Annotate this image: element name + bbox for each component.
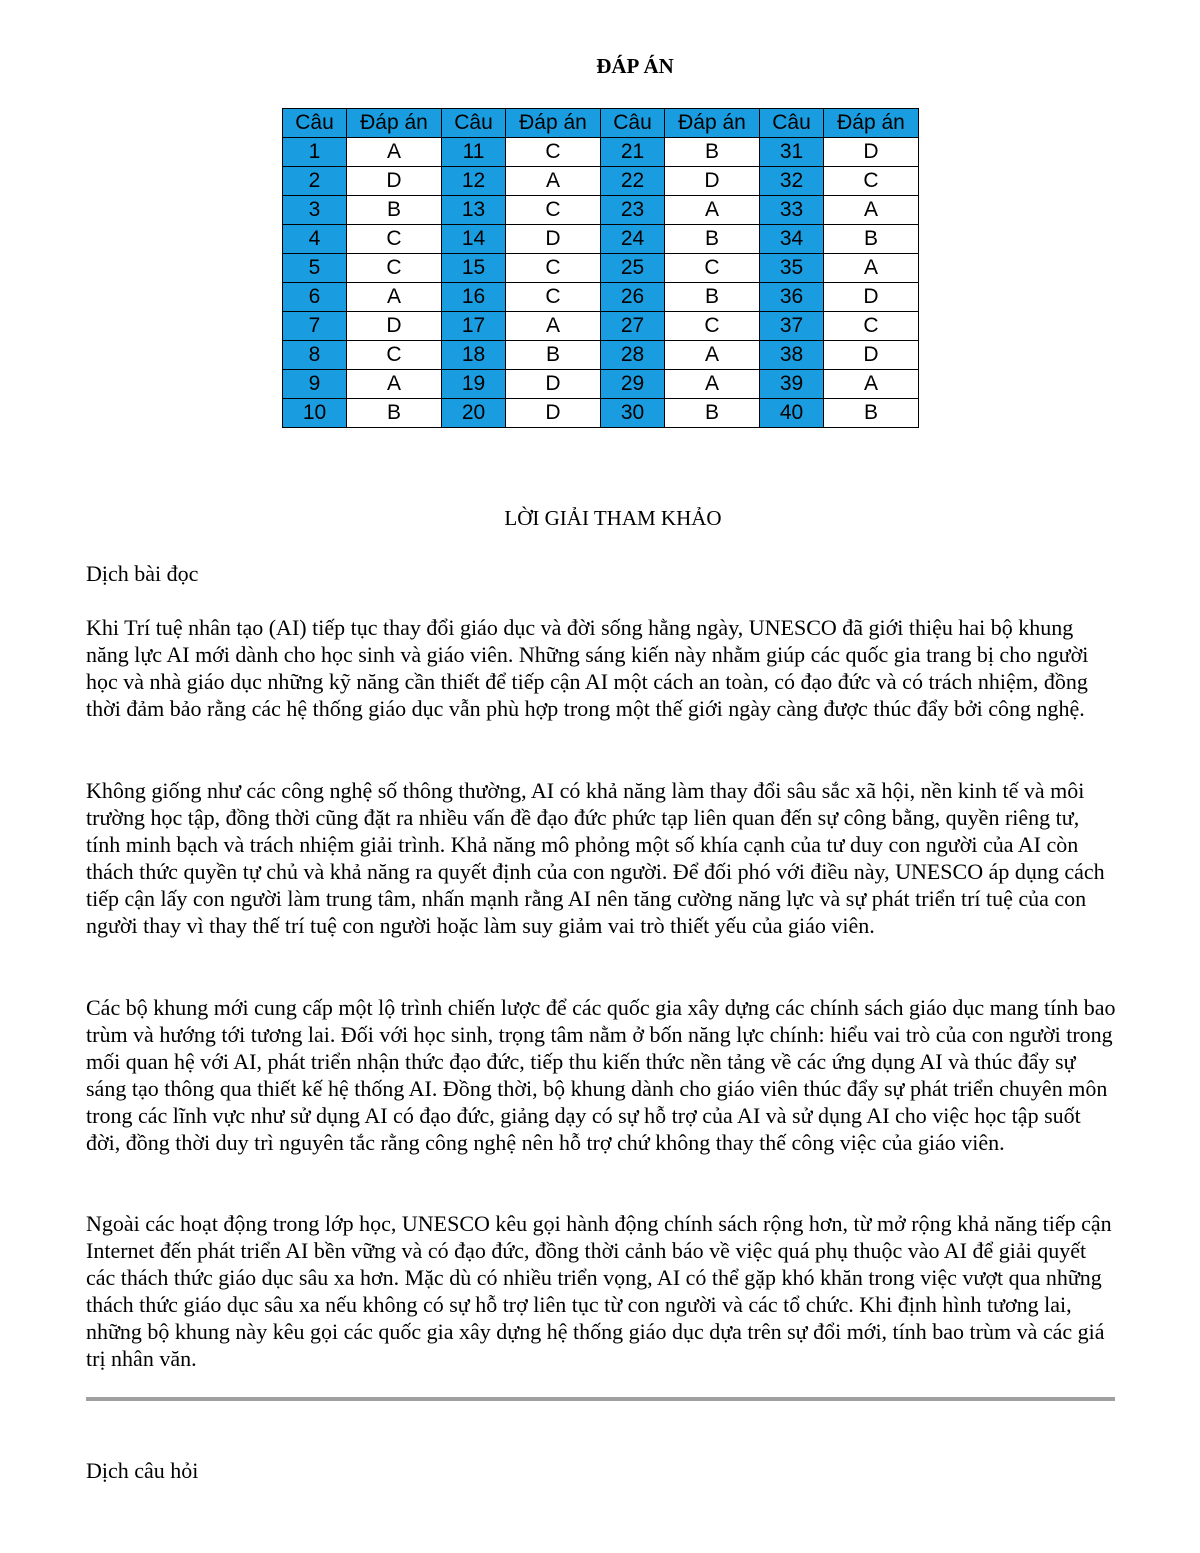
- answer-cell: A: [506, 167, 601, 196]
- answer-cell: B: [665, 225, 760, 254]
- answer-cell: D: [665, 167, 760, 196]
- question-number-cell: 21: [601, 138, 665, 167]
- question-number-cell: 30: [601, 399, 665, 428]
- answer-table-body: [283, 138, 919, 428]
- question-number-cell: 19: [442, 370, 506, 399]
- question-column-header: Câu: [442, 109, 506, 138]
- question-number-cell: 2: [283, 167, 347, 196]
- answer-column-header: Đáp án: [347, 109, 442, 138]
- answer-cell: C: [347, 225, 442, 254]
- answer-cell: A: [347, 138, 442, 167]
- answer-cell: B: [347, 399, 442, 428]
- question-number-cell: 23: [601, 196, 665, 225]
- question-number-cell: 6: [283, 283, 347, 312]
- question-number-cell: 34: [760, 225, 824, 254]
- question-number-cell: 26: [601, 283, 665, 312]
- table-row: [283, 225, 919, 254]
- answer-cell: A: [824, 370, 919, 399]
- question-number-cell: 20: [442, 399, 506, 428]
- answer-cell: A: [824, 254, 919, 283]
- answer-cell: B: [824, 225, 919, 254]
- answer-cell: D: [824, 283, 919, 312]
- question-number-cell: 4: [283, 225, 347, 254]
- table-row: [283, 370, 919, 399]
- question-number-cell: 5: [283, 254, 347, 283]
- page-title: ĐÁP ÁN: [596, 54, 674, 78]
- question-number-cell: 32: [760, 167, 824, 196]
- table-row: [283, 283, 919, 312]
- question-number-cell: 40: [760, 399, 824, 428]
- question-number-cell: 25: [601, 254, 665, 283]
- question-number-cell: 12: [442, 167, 506, 196]
- answer-cell: B: [506, 341, 601, 370]
- answer-cell: C: [347, 254, 442, 283]
- question-number-cell: 13: [442, 196, 506, 225]
- answer-cell: B: [665, 399, 760, 428]
- paragraph-3: Các bộ khung mới cung cấp một lộ trình chiến lược để các quốc gia xây dựng các chính sách giáo dục mang tính bao trùm và hướng tới tương lai. Đối với học sinh, trọng tâm nằm ở bốn năng lực chính: hiểu vai trò của con người trong mối quan hệ với AI, phát triển nhận thức đạo đức, tiếp thu kiến thức nền tảng về các ứng dụng AI và thúc đẩy sự sáng tạo thông qua thiết kế hệ thống AI. Đồng thời, bộ khung dành cho giáo viên thúc đẩy sự phát triển chuyên môn trong các lĩnh vực như sử dụng AI có đạo đức, giảng dạy có sự hỗ trợ của AI và sử dụng AI cho việc học tập suốt đời, đồng thời duy trì nguyên tắc rằng công nghệ nên hỗ trợ chứ không thay thế công việc của giáo viên.: [86, 995, 1116, 1155]
- answer-cell: C: [506, 138, 601, 167]
- answer-cell: C: [824, 312, 919, 341]
- answer-cell: C: [347, 341, 442, 370]
- answer-column-header: Đáp án: [665, 109, 760, 138]
- paragraph-1: Khi Trí tuệ nhân tạo (AI) tiếp tục thay đổi giáo dục và đời sống hằng ngày, UNESCO đã giới thiệu hai bộ khung năng lực AI mới dành cho học sinh và giáo viên. Những sáng kiến này nhằm giúp các quốc gia trang bị cho người học và nhà giáo dục những kỹ năng cần thiết để tiếp cận AI một cách an toàn, có đạo đức và có trách nhiệm, đồng thời đảm bảo rằng các hệ thống giáo dục vẫn phù hợp trong một thế giới ngày càng được thúc đẩy bởi công nghệ.: [86, 615, 1089, 721]
- question-number-cell: 7: [283, 312, 347, 341]
- answer-cell: D: [506, 399, 601, 428]
- paragraph-2: Không giống như các công nghệ số thông thường, AI có khả năng làm thay đổi sâu sắc xã hội, nền kinh tế và môi trường học tập, đồng thời cũng đặt ra nhiều vấn đề đạo đức phức tạp liên quan đến sự công bằng, quyền riêng tư, tính minh bạch và trách nhiệm giải trình. Khả năng mô phỏng một số khía cạnh của tư duy con người của AI còn thách thức quyền tự chủ và khả năng ra quyết định của con người. Để đối phó với điều này, UNESCO áp dụng cách tiếp cận lấy con người làm trung tâm, nhấn mạnh rằng AI nên tăng cường năng lực và sự phát triển trí tuệ của con người thay vì thay thế trí tuệ con người hoặc làm suy giảm vai trò thiết yếu của giáo viên.: [86, 778, 1105, 938]
- answer-cell: B: [665, 138, 760, 167]
- answer-cell: D: [347, 167, 442, 196]
- question-number-cell: 33: [760, 196, 824, 225]
- question-column-header: Câu: [601, 109, 665, 138]
- question-number-cell: 39: [760, 370, 824, 399]
- question-number-cell: 10: [283, 399, 347, 428]
- question-number-cell: 1: [283, 138, 347, 167]
- answer-cell: C: [665, 254, 760, 283]
- question-number-cell: 31: [760, 138, 824, 167]
- answer-cell: A: [665, 196, 760, 225]
- answer-cell: A: [506, 312, 601, 341]
- question-number-cell: 16: [442, 283, 506, 312]
- answer-cell: C: [506, 196, 601, 225]
- answer-cell: A: [665, 341, 760, 370]
- question-number-cell: 24: [601, 225, 665, 254]
- table-row: [283, 312, 919, 341]
- question-number-cell: 38: [760, 341, 824, 370]
- question-number-cell: 8: [283, 341, 347, 370]
- answer-cell: D: [506, 370, 601, 399]
- table-row: [283, 399, 919, 428]
- table-row: [283, 138, 919, 167]
- question-number-cell: 9: [283, 370, 347, 399]
- question-number-cell: 37: [760, 312, 824, 341]
- question-number-cell: 15: [442, 254, 506, 283]
- question-number-cell: 28: [601, 341, 665, 370]
- question-number-cell: 14: [442, 225, 506, 254]
- question-number-cell: 35: [760, 254, 824, 283]
- answer-cell: C: [824, 167, 919, 196]
- reading-translation-heading: Dịch bài đọc: [86, 561, 199, 586]
- answer-cell: D: [506, 225, 601, 254]
- answer-cell: D: [347, 312, 442, 341]
- answer-cell: B: [347, 196, 442, 225]
- question-column-header: Câu: [760, 109, 824, 138]
- answer-column-header: Đáp án: [506, 109, 601, 138]
- answer-cell: B: [665, 283, 760, 312]
- question-number-cell: 17: [442, 312, 506, 341]
- question-column-header: Câu: [283, 109, 347, 138]
- question-number-cell: 11: [442, 138, 506, 167]
- solution-title: LỜI GIẢI THAM KHẢO: [504, 506, 722, 530]
- answer-cell: D: [824, 341, 919, 370]
- question-number-cell: 27: [601, 312, 665, 341]
- answer-cell: A: [347, 283, 442, 312]
- table-row: [283, 196, 919, 225]
- table-row: [283, 341, 919, 370]
- answer-cell: C: [506, 254, 601, 283]
- section-divider: [86, 1397, 1115, 1401]
- answer-column-header: Đáp án: [824, 109, 919, 138]
- question-number-cell: 29: [601, 370, 665, 399]
- answer-cell: C: [665, 312, 760, 341]
- question-number-cell: 3: [283, 196, 347, 225]
- answer-cell: B: [824, 399, 919, 428]
- question-translation-heading: Dịch câu hỏi: [86, 1458, 199, 1483]
- question-number-cell: 22: [601, 167, 665, 196]
- answer-cell: A: [347, 370, 442, 399]
- answer-table-header-row: [283, 109, 919, 138]
- question-number-cell: 36: [760, 283, 824, 312]
- answer-cell: A: [824, 196, 919, 225]
- answer-cell: A: [665, 370, 760, 399]
- answer-cell: D: [824, 138, 919, 167]
- question-number-cell: 18: [442, 341, 506, 370]
- table-row: [283, 167, 919, 196]
- answer-key-table: [282, 108, 919, 428]
- answer-cell: C: [506, 283, 601, 312]
- paragraph-4: Ngoài các hoạt động trong lớp học, UNESCO kêu gọi hành động chính sách rộng hơn, từ mở rộng khả năng tiếp cận Internet đến phát triển AI bền vững và có đạo đức, đồng thời cảnh báo về việc quá phụ thuộc vào AI để giải quyết các thách thức giáo dục sâu xa hơn. Mặc dù có nhiều triển vọng, AI có thể gặp khó khăn trong việc vượt qua những thách thức giáo dục sâu xa nếu không có sự hỗ trợ liên tục từ con người và các tổ chức. Khi định hình tương lai, những bộ khung này kêu gọi các quốc gia xây dựng hệ thống giáo dục dựa trên sự đổi mới, tính bao trùm và các giá trị nhân văn.: [86, 1211, 1112, 1371]
- table-row: [283, 254, 919, 283]
